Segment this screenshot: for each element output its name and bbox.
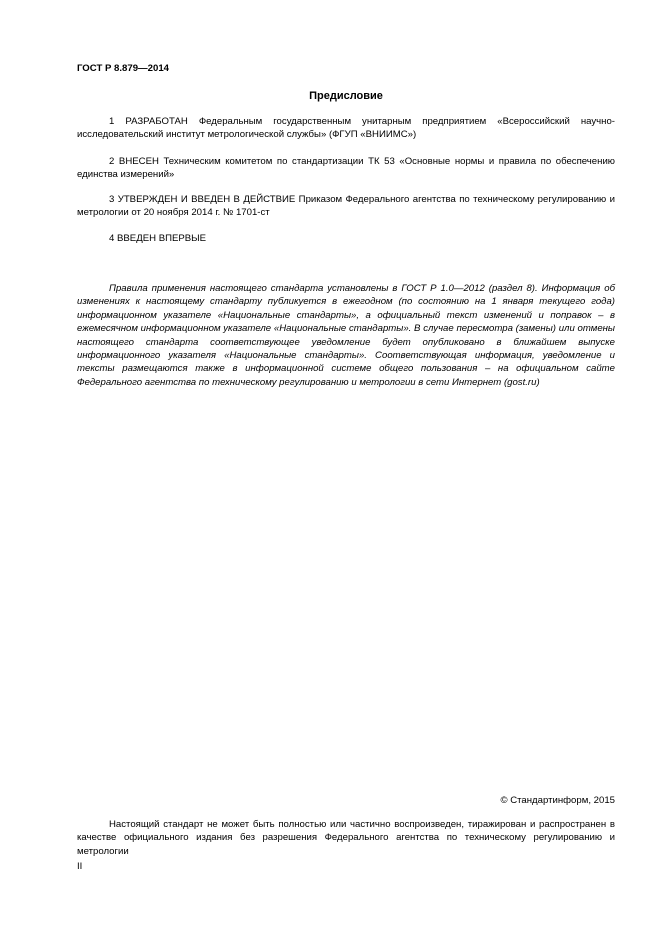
reproduction-notice: Настоящий стандарт не может быть полностью или частично воспроизведен, тиражирован и распространен в качестве официального издания без разрешения Федерального агентства по техническому регулированию и метрологии	[77, 819, 615, 857]
foreword-title: Предисловие	[309, 90, 383, 102]
foreword-item-first-introduced: 4 ВВЕДЕН ВПЕРВЫЕ	[109, 233, 207, 244]
foreword-item-approved: 3 УТВЕРЖДЕН И ВВЕДЕН В ДЕЙСТВИЕ Приказом Федерального агентства по техническому регулированию и метрологии от 20 ноября 2014 г. № 1701-ст	[77, 194, 615, 219]
foreword-note: Правила применения настоящего стандарта установлены в ГОСТ Р 1.0—2012 (раздел 8). Информация об изменениях к настоящему стандарту публикуется в ежегодном (по состоянию на 1 января текущего года) информационном указателе «Национальные стандарты», а официальный текст изменений и поправок – в ежемесячном информационном указателе «Национальные стандарты». В случае пересмотра (замены) или отмены настоящего стандарта соответствующее уведомление будет опубликовано в ближайшем выпуске информационного указателя «Национальные стандарты». Соответствующая информация, уведомление и тексты размещаются также в информационной системе общего пользования – на официальном сайте Федерального агентства по техническому регулированию и метрологии в сети Интернет (gost.ru)	[77, 283, 615, 388]
document-code: ГОСТ Р 8.879—2014	[77, 63, 169, 74]
page-number: II	[77, 861, 83, 872]
foreword-item-developed: 1 РАЗРАБОТАН Федеральным государственным унитарным предприятием «Всероссийский научно-исследовательский институт метрологической службы» (ФГУП «ВНИИМС»)	[77, 116, 615, 141]
copyright-line: © Стандартинформ, 2015	[500, 795, 615, 806]
foreword-item-introduced: 2 ВНЕСЕН Техническим комитетом по стандартизации ТК 53 «Основные нормы и правила по обеспечению единства измерений»	[77, 156, 615, 181]
